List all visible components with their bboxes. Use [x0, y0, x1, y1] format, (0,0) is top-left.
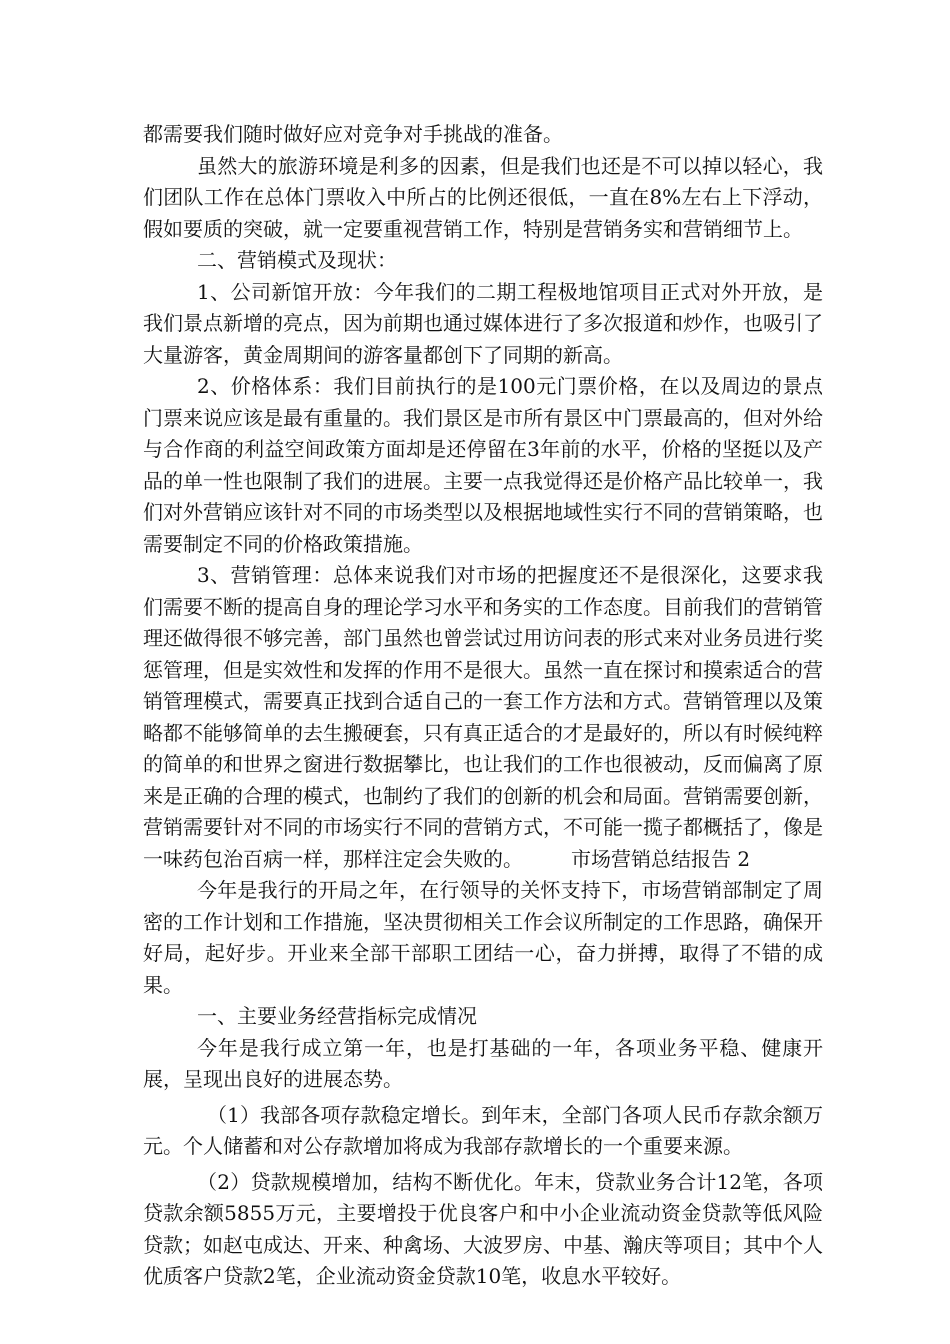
paragraph-deposits: （1）我部各项存款稳定增长。到年末，全部门各项人民币存款余额万元。个人储蓄和对公存款增加将成为我部存款增长的一个重要来源。 — [143, 1102, 823, 1158]
paragraph-opening-year: 今年是我行的开局之年，在行领导的关怀支持下，市场营销部制定了周密的工作计划和工作措施，坚决贯彻相关工作会议所制定的工作思路，确保开好局，起好步。开业来全部干部职工团结一心，奋力拼搏，取得了不错的成果。 — [143, 878, 823, 997]
paragraph-new-hall-opening: 1、公司新馆开放：今年我们的二期工程极地馆项目正式对外开放，是我们景点新增的亮点，因为前期也通过媒体进行了多次报道和炒作，也吸引了大量游客，黄金周期间的游客量都创下了同期的新高。 — [143, 279, 823, 367]
paragraph-tourism-environment: 虽然大的旅游环境是利多的因素，但是我们也还是不可以掉以轻心，我们团队工作在总体门票收入中所占的比例还很低，一直在8%左右上下浮动，假如要质的突破，就一定要重视营销工作，特别是营销务实和营销细节上。 — [143, 153, 823, 241]
document-body — [143, 119, 823, 1293]
section-heading-business-indicators: 一、主要业务经营指标完成情况 — [197, 1004, 477, 1028]
paragraph-marketing-management-text: 3、营销管理：总体来说我们对市场的把握度还不是很深化，这要求我们需要不断的提高自身的理论学习水平和务实的工作态度。目前我们的营销管理还做得很不够完善，部门虽然也曾尝试过用访问表的形式来对业务员进行奖惩管理，但是实效性和发挥的作用不是很大。虽然一直在探讨和摸索适合的营销管理模式，需要真正找到合适自己的一套工作方法和方式。营销管理以及策略都不能够简单的去生搬硬套，只有真正适合的才是最好的，所以有时候纯粹的简单的和世界之窗进行数据攀比，也让我们的工作也很被动，反而偏离了原来是正确的合理的模式，也制约了我们的创新的机会和局面。营销需要创新，营销需要针对不同的市场实行不同的营销方式，不可能一揽子都概括了，像是一味药包治百病一样，那样注定会失败的。 — [143, 563, 823, 871]
paragraph-loans: （2）贷款规模增加，结构不断优化。年末，贷款业务合计12笔，各项贷款余额5855万元，主要增投于优良客户和中小企业流动资金贷款等低风险贷款；如赵屯成达、开来、种禽场、大波罗房、中基、瀚庆等项目；其中个人优质客户贷款2笔，企业流动资金贷款10笔，收息水平较好。 — [143, 1169, 823, 1288]
report-title: 市场营销总结报告 2 — [571, 846, 751, 871]
section-heading-marketing-mode: 二、营销模式及现状： — [197, 248, 397, 272]
paragraph-price-system: 2、价格体系：我们目前执行的是100元门票价格，在以及周边的景点门票来说应该是最有重量的。我们景区是市所有景区中门票最高的，但对外给与合作商的利益空间政策方面却是还停留在3年前的水平，价格的坚挺以及产品的单一性也限制了我们的进展。主要一点我觉得还是价格产品比较单一，我们对外营销应该针对不同的市场类型以及根据地域性实行不同的营销策略，也需要制定不同的价格政策措施。 — [143, 374, 823, 556]
paragraph-continuation: 都需要我们随时做好应对竞争对手挑战的准备。 — [143, 122, 563, 146]
paragraph-marketing-management — [143, 560, 823, 875]
paragraph-first-year: 今年是我行成立第一年，也是打基础的一年，各项业务平稳、健康开展，呈现出良好的进展态势。 — [143, 1035, 823, 1091]
